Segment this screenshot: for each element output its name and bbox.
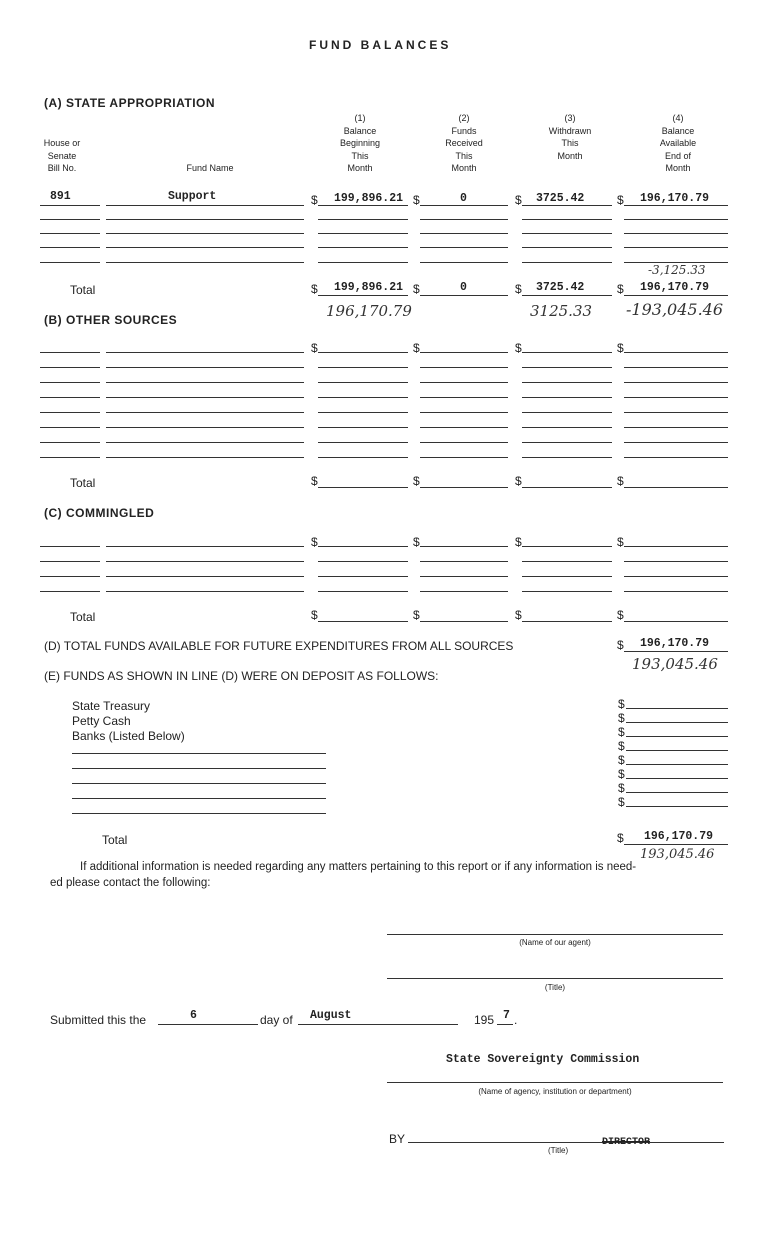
total-c3: 3725.42: [536, 281, 585, 294]
section-d-value: 196,170.79: [640, 637, 710, 650]
total-c2: 0: [460, 281, 467, 294]
row-c2: 0: [460, 192, 467, 205]
section-b-label: (B) OTHER SOURCES: [44, 313, 178, 327]
agent-title-line: [387, 978, 723, 979]
dollar-sign: $: [515, 282, 522, 296]
agency-name-line: [387, 1082, 723, 1083]
section-d-hand: 193,045.46: [632, 655, 718, 673]
dollar-sign: $: [413, 193, 420, 207]
submitted-year-prefix: 195: [474, 1013, 495, 1027]
agency-caption: (Name of agency, institution or department): [478, 1087, 632, 1096]
section-d-label: (D) TOTAL FUNDS AVAILABLE FOR FUTURE EXPENDITURES FROM ALL SOURCES: [44, 639, 514, 653]
dollar-sign: $: [413, 282, 420, 296]
row-c1: 199,896.21: [334, 192, 404, 205]
section-c-label: (C) COMMINGLED: [44, 506, 155, 520]
dollar-sign: $: [413, 608, 420, 622]
dollar-sign: $: [618, 795, 625, 809]
section-a-total-label: Total: [70, 283, 96, 297]
by-title: DIRECTOR: [602, 1137, 651, 1148]
dollar-sign: $: [311, 535, 318, 549]
submitted-day-line: [158, 1024, 258, 1025]
section-e-total-label: Total: [102, 833, 128, 847]
total-c1: 199,896.21: [334, 281, 404, 294]
dollar-sign: $: [618, 725, 625, 739]
title-caption: (Title): [544, 983, 566, 992]
submitted-month-line: [298, 1024, 458, 1025]
dollar-sign: $: [515, 608, 522, 622]
dollar-sign: $: [617, 341, 624, 355]
section-d-line: [624, 651, 728, 652]
dollar-sign: $: [618, 753, 625, 767]
dollar-sign: $: [618, 697, 625, 711]
col1-header: (1) Balance Beginning This Month: [339, 113, 381, 173]
info-text-1: If additional information is needed regarding any matters pertaining to this report or if any information is need-: [80, 861, 637, 873]
col4-header: (4) Balance Available End of Month: [659, 113, 697, 173]
col-fund-header: Fund Name: [186, 163, 234, 173]
submitted-day-of: day of: [260, 1013, 293, 1027]
dollar-sign: $: [618, 739, 625, 753]
agent-caption: (Name of our agent): [519, 938, 591, 947]
dollar-sign: $: [617, 474, 624, 488]
submitted-year-suffix: .: [514, 1013, 518, 1027]
dollar-sign: $: [618, 767, 625, 781]
submitted-month: August: [310, 1009, 352, 1022]
dollar-sign: $: [617, 193, 624, 207]
dollar-sign: $: [311, 282, 318, 296]
dollar-sign: $: [617, 608, 624, 622]
row-c4: 196,170.79: [640, 192, 710, 205]
item-banks: Banks (Listed Below): [72, 729, 185, 743]
total-c4: 196,170.79: [640, 281, 710, 294]
item-petty-cash: Petty Cash: [72, 714, 131, 728]
dollar-sign: $: [618, 711, 625, 725]
col-bill-header: House or Senate Bill No.: [43, 138, 81, 173]
dollar-sign: $: [617, 638, 624, 652]
dollar-sign: $: [515, 341, 522, 355]
item-state-treasury: State Treasury: [72, 699, 151, 713]
dollar-sign: $: [515, 474, 522, 488]
by-caption: (Title): [548, 1146, 569, 1155]
hand-c1: 196,170.79: [326, 302, 412, 320]
row-c3: 3725.42: [536, 192, 585, 205]
dollar-sign: $: [413, 474, 420, 488]
agent-name-line: [387, 934, 723, 935]
dollar-sign: $: [617, 831, 624, 845]
section-e-hand: 193,045.46: [640, 847, 715, 862]
submitted-prefix: Submitted this the: [50, 1013, 147, 1027]
dollar-sign: $: [311, 474, 318, 488]
dollar-sign: $: [617, 282, 624, 296]
section-e-label: (E) FUNDS AS SHOWN IN LINE (D) WERE ON DEPOSIT AS FOLLOWS:: [44, 669, 439, 683]
page-title: FUND BALANCES: [309, 38, 452, 52]
section-c-total-label: Total: [70, 610, 96, 624]
dollar-sign: $: [618, 781, 625, 795]
dollar-sign: $: [311, 193, 318, 207]
col2-header: (2) Funds Received This Month: [445, 113, 483, 173]
col3-header: (3) Withdrawn This Month: [548, 113, 592, 161]
dollar-sign: $: [413, 535, 420, 549]
section-b-total-label: Total: [70, 476, 96, 490]
hand-adjustment-c4: -3,125.33: [648, 263, 706, 277]
section-a-label: (A) STATE APPROPRIATION: [44, 96, 216, 110]
dollar-sign: $: [311, 608, 318, 622]
section-e-total-value: 196,170.79: [644, 830, 714, 843]
agency-name: State Sovereignty Commission: [446, 1053, 640, 1066]
row-fund-name: Support: [168, 190, 217, 203]
dollar-sign: $: [617, 535, 624, 549]
dollar-sign: $: [515, 535, 522, 549]
dollar-sign: $: [413, 341, 420, 355]
dollar-sign: $: [311, 341, 318, 355]
section-e-total-line: [624, 844, 728, 845]
dollar-sign: $: [515, 193, 522, 207]
submitted-year-digit: 7: [503, 1009, 510, 1022]
submitted-year-line: [497, 1024, 513, 1025]
by-line: [408, 1142, 724, 1143]
hand-c4: -193,045.46: [626, 300, 724, 319]
hand-c3: 3125.33: [530, 302, 593, 320]
row-bill-no: 891: [50, 190, 71, 203]
by-label: BY: [389, 1132, 406, 1146]
info-text-2: ed please contact the following:: [50, 877, 211, 889]
submitted-day: 6: [190, 1009, 197, 1022]
